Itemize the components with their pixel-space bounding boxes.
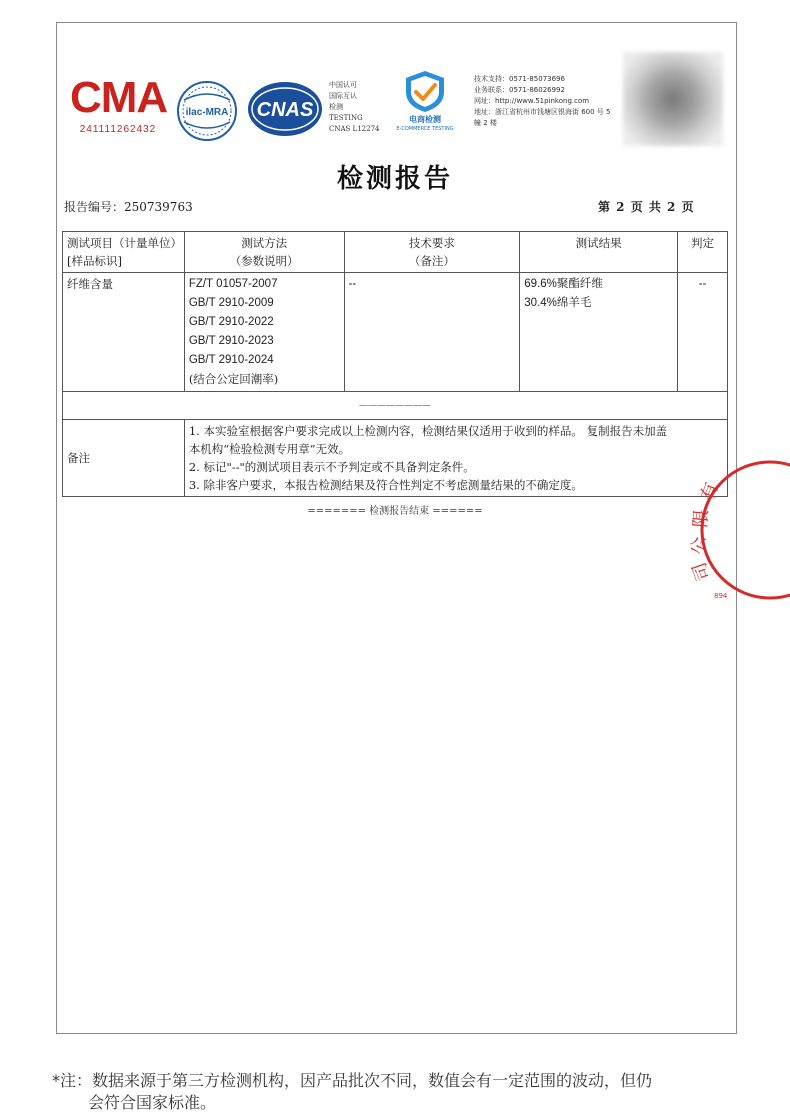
cma-logo-text: CMA <box>70 73 168 122</box>
contact-line: 地址：浙江省杭州市钱塘区银海街 600 号 5 <box>474 108 611 116</box>
separator-cell <box>63 392 728 420</box>
cell-test-item <box>63 273 185 392</box>
verdict-text: -- <box>698 278 707 290</box>
result-line: 69.6%聚酯纤维 <box>524 278 603 290</box>
header-text: （参数说明） <box>229 254 299 268</box>
svg-text:有: 有 <box>696 479 723 504</box>
report-title: 检测报告 <box>336 164 453 194</box>
table-row <box>63 273 728 392</box>
note-line: 2. 标记"--"的测试项目表示不予判定或不具备判定条件。 <box>188 460 475 474</box>
method-line: GB/T 2910-2022 <box>188 316 274 328</box>
results-table <box>62 231 728 497</box>
ecommerce-testing-sublabel: E-COMMERCE TESTING <box>396 126 454 132</box>
ecommerce-testing-label: 电商检测 <box>409 115 441 124</box>
note-line: 1. 本实验室根据客户要求完成以上检测内容，检测结果仅适用于收到的样品。 复制报告未加盖 <box>188 424 668 438</box>
cnas-info-line: CNAS L12274 <box>329 125 380 133</box>
notes-cell <box>184 420 727 497</box>
method-line: FZ/T 01057-2007 <box>188 278 278 290</box>
notes-label-cell <box>63 420 185 497</box>
note-line: 本机构“检验检测专用章”无效。 <box>188 442 351 456</box>
cnas-info-line: 检测 <box>329 103 343 111</box>
footnote <box>52 1070 752 1114</box>
header-text: 判定 <box>691 236 715 250</box>
separator-line: ———————— <box>359 400 431 411</box>
shield-check-icon <box>392 68 458 114</box>
ilac-mra-text: ilac-MRA <box>185 107 229 118</box>
separator-row <box>63 392 728 420</box>
footnote-line: 会符合国家标准。 <box>88 1093 217 1112</box>
note-line: 3. 除非客户要求，本报告检测结果及符合性判定不考虑测量结果的不确定度。 <box>188 478 583 492</box>
cnas-info-line: TESTING <box>329 114 363 122</box>
method-line: GB/T 2910-2009 <box>188 297 274 309</box>
cell-results <box>520 273 678 392</box>
cnas-logo <box>246 80 324 138</box>
cnas-info-line: 国际互认 <box>329 92 357 100</box>
header-text: 测试结果 <box>575 236 622 250</box>
svg-text:894: 894 <box>714 592 728 600</box>
header-verdict <box>678 232 728 273</box>
company-seal-stamp <box>688 450 758 610</box>
contact-line: 业务联系：0571-86026992 <box>474 86 565 94</box>
header-text: 测试方法 <box>241 236 288 250</box>
header-requirement <box>344 232 520 273</box>
cnas-info-line: 中国认可 <box>329 81 357 89</box>
cma-logo <box>70 74 166 140</box>
header-text: 技术要求 <box>408 236 455 250</box>
svg-text:限: 限 <box>690 508 713 529</box>
svg-text:公: 公 <box>688 535 711 556</box>
notes-label: 备注 <box>67 451 90 465</box>
header-text: [样品标识] <box>67 254 122 268</box>
contact-line: 技术支持：0571-85073696 <box>474 75 565 83</box>
result-line: 30.4%绵羊毛 <box>524 297 592 309</box>
ilac-mra-logo <box>176 80 238 142</box>
test-item-text: 纤维含量 <box>67 277 113 291</box>
header-text: 测试项目（计量单位） <box>67 236 182 250</box>
contact-line: 幢 2 楼 <box>474 119 497 127</box>
header-test-method <box>184 232 344 273</box>
method-note: (结合公定回潮率) <box>188 372 279 386</box>
report-number: 报告编号：250739763 <box>64 200 193 214</box>
method-line: GB/T 2910-2024 <box>188 354 274 366</box>
requirement-text: -- <box>348 278 357 290</box>
footnote-line: *注：数据来源于第三方检测机构，因产品批次不同，数值会有一定范围的波动，但仍 <box>52 1071 653 1090</box>
cnas-accreditation-info <box>329 80 389 135</box>
header-text: （备注） <box>408 254 455 268</box>
cma-number: 241111262432 <box>79 124 157 135</box>
contact-info <box>474 74 624 129</box>
header-result <box>520 232 678 273</box>
ecommerce-testing-logo <box>392 68 458 138</box>
table-header-row <box>63 232 728 273</box>
header-test-item <box>63 232 185 273</box>
method-line: GB/T 2910-2023 <box>188 335 274 347</box>
cell-requirement <box>344 273 520 392</box>
contact-line: 网址：http://www.51pinkong.com <box>474 97 590 105</box>
page-number: 第 2 页 共 2 页 <box>598 200 695 214</box>
cell-verdict <box>678 273 728 392</box>
cell-test-methods <box>184 273 344 392</box>
svg-text:司: 司 <box>688 559 715 584</box>
cnas-text: CNAS <box>256 99 314 121</box>
report-end-marker: ======= 检测报告结束 ====== <box>307 506 483 517</box>
qr-code-blurred <box>623 52 723 146</box>
notes-row <box>63 420 728 497</box>
